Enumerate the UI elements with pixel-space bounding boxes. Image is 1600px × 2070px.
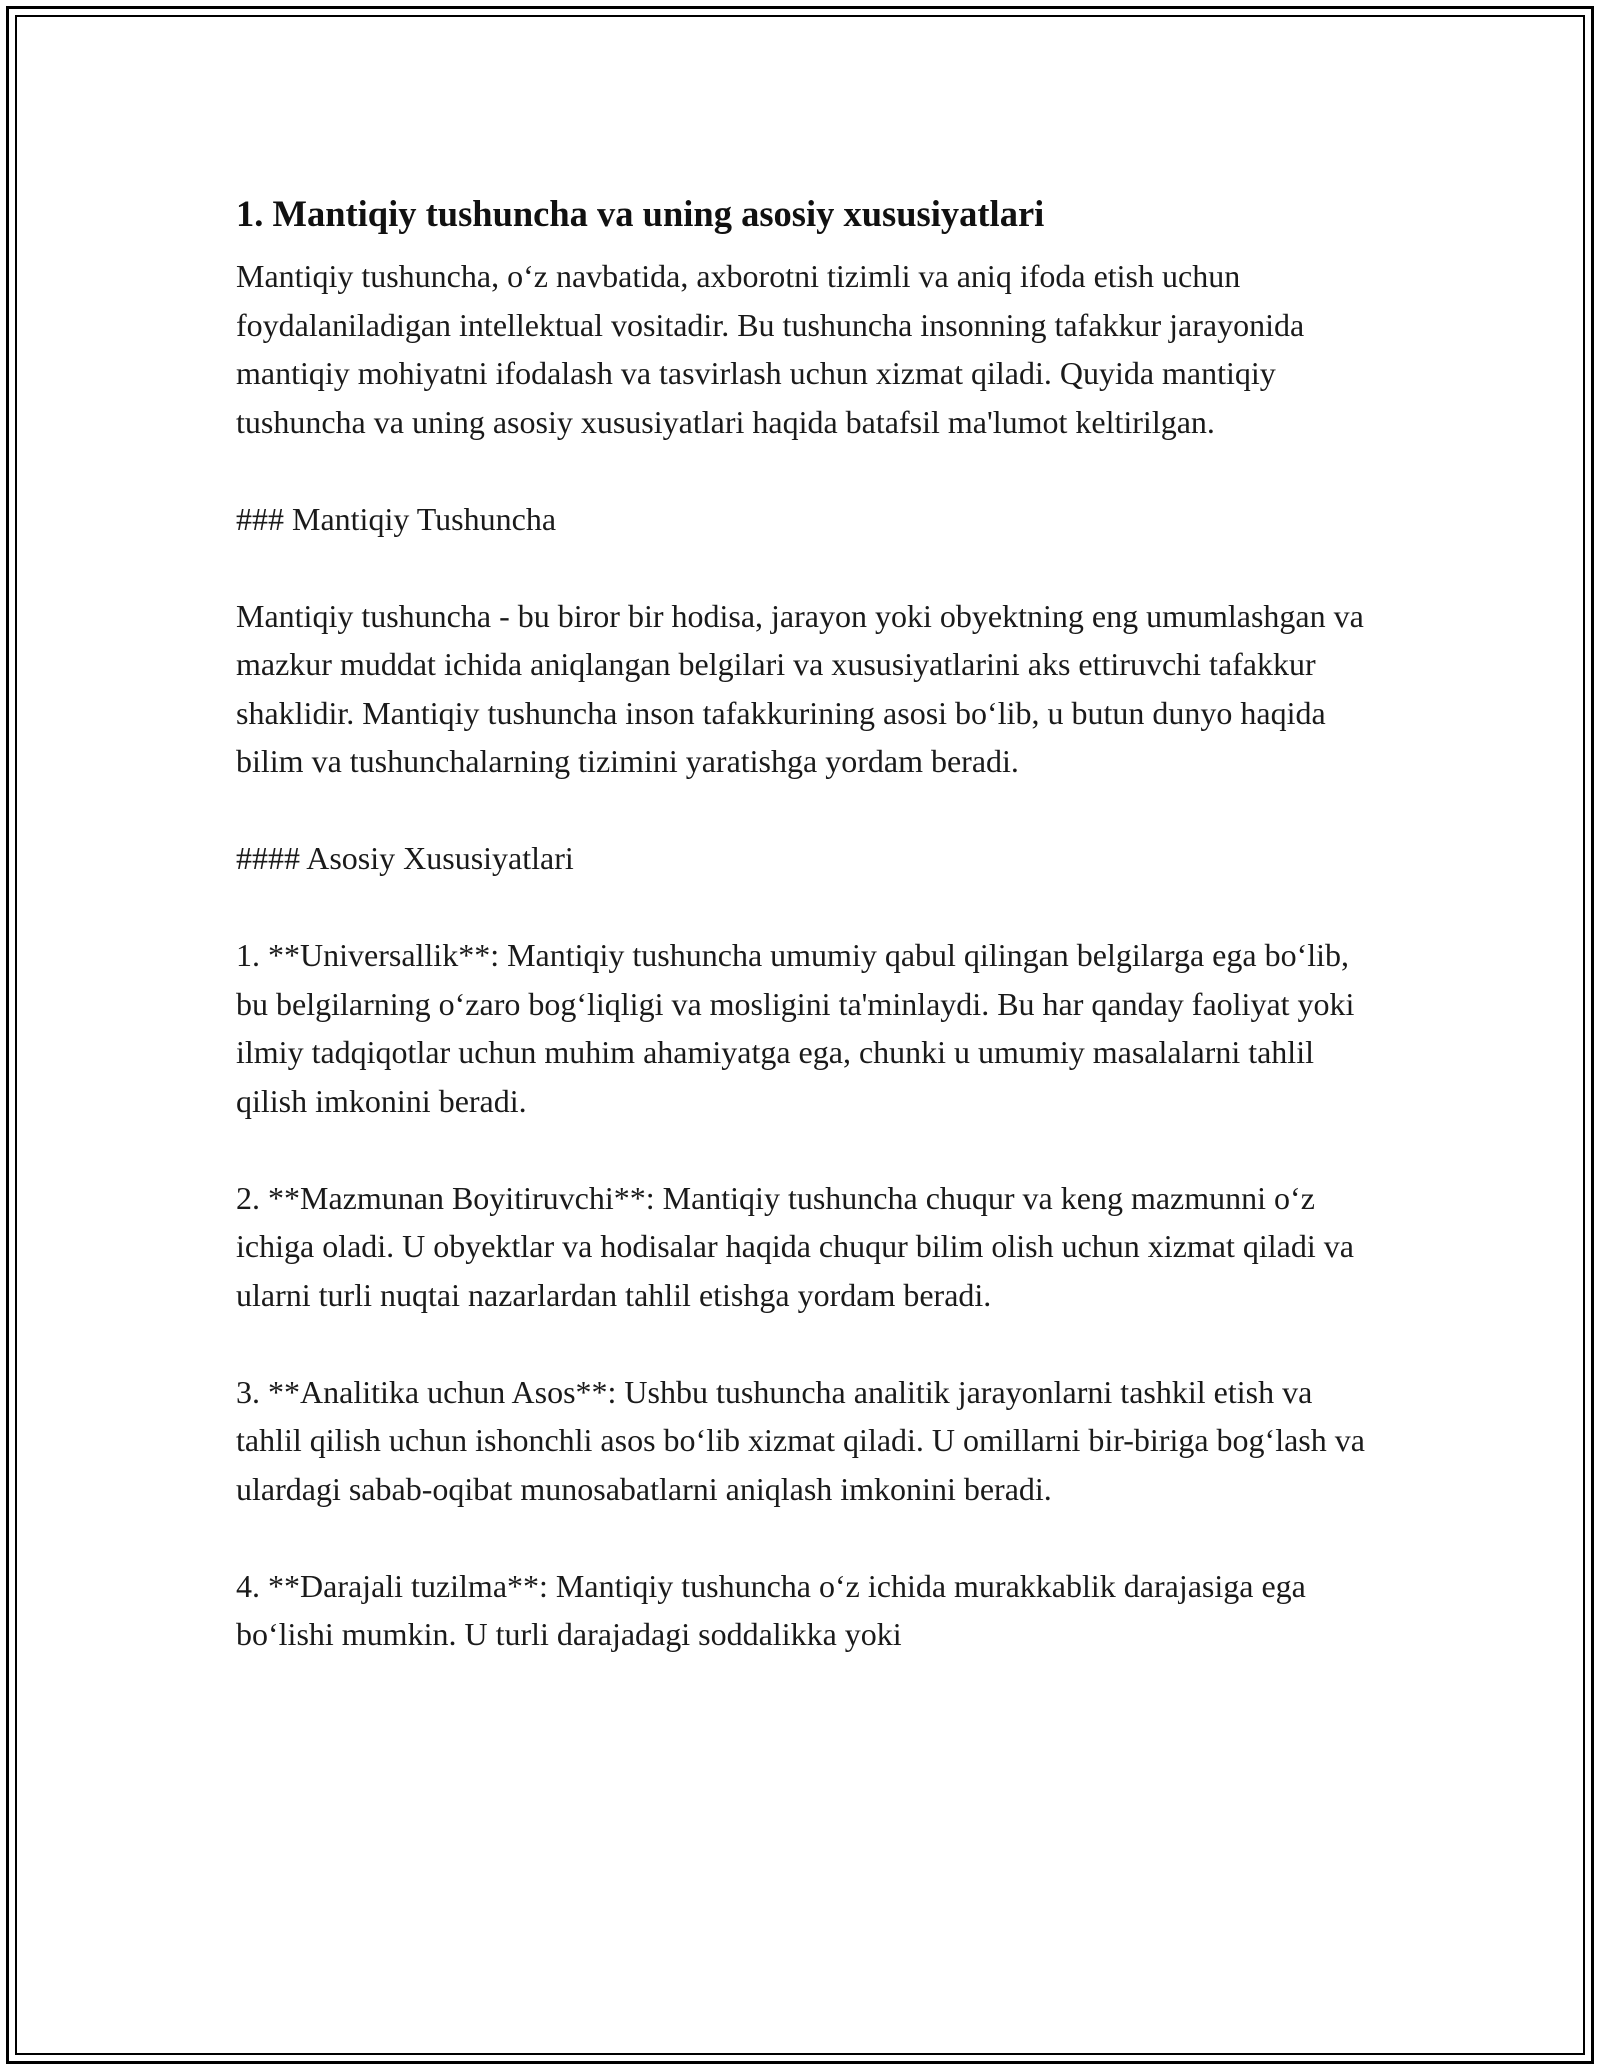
document-body <box>236 186 1386 1659</box>
section-heading-mantiqiy-tushuncha: ### Mantiqiy Tushuncha <box>236 500 557 537</box>
definition-paragraph: Mantiqiy tushuncha - bu biror bir hodisa, jarayon yoki obyektning eng umumlashgan va mazkur muddat ichida aniqlangan belgilari va xususiyatlarini aks ettiruvchi tafakkur shaklidir. Mantiqiy tushuncha inson tafakkurining asosi bo‘lib, u butun dunyo haqida bilim va tushunchalarning tizimini yaratishga yordam beradi. <box>236 597 1364 779</box>
list-item-analitika-uchun-asos: 3. **Analitika uchun Asos**: Ushbu tushuncha analitik jarayonlarni tashkil etish va tahlil qilish uchun ishonchli asos bo‘lib xizmat qiladi. U omillarni bir-biriga bog‘lash va ulardagi sabab-oqibat munosabatlarni aniqlash imkonini beradi. <box>236 1373 1365 1507</box>
intro-paragraph: Mantiqiy tushuncha, o‘z navbatida, axborotni tizimli va aniq ifoda etish uchun foydalaniladigan intellektual vositadir. Bu tushuncha insonning tafakkur jarayonida mantiqiy mohiyatni ifodalash va tasvirlash uchun xizmat qiladi. Quyida mantiqiy tushuncha va uning asosiy xususiyatlari haqida batafsil ma'lumot keltirilgan. <box>236 258 1305 440</box>
list-item-mazmunan-boyitiruvchi: 2. **Mazmunan Boyitiruvchi**: Mantiqiy tushuncha chuqur va keng mazmunni o‘z ichiga oladi. U obyektlar va hodisalar haqida chuqur bilim olish uchun xizmat qiladi va ularni turli nuqtai nazarlardan tahlil etishga yordam beradi. <box>236 1179 1354 1313</box>
section-heading-asosiy-xususiyatlari: #### Asosiy Xususiyatlari <box>236 840 574 876</box>
list-item-darajali-tuzilma: 4. **Darajali tuzilma**: Mantiqiy tushuncha o‘z ichida murakkablik darajasiga ega bo‘lishi mumkin. U turli darajadagi soddalikka yoki <box>236 1567 1306 1652</box>
list-item-universallik: 1. **Universallik**: Mantiqiy tushuncha umumiy qabul qilingan belgilarga ega bo‘lib, bu belgilarning o‘zaro bog‘liqligi va mosligini ta'minlaydi. Bu har qanday faoliyat yoki ilmiy tadqiqotlar uchun muhim ahamiyatga ega, chunki u umumiy masalalarni tahlil qilish imkonini beradi. <box>236 937 1355 1119</box>
document-title: 1. Mantiqiy tushuncha va uning asosiy xususiyatlari <box>236 193 1045 234</box>
